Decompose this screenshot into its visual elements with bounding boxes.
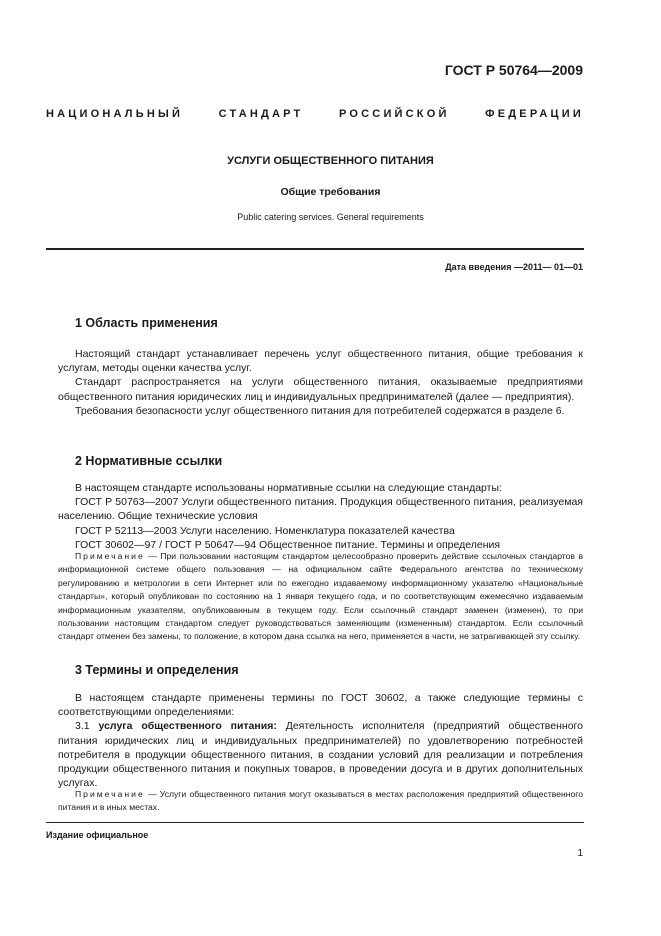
national-standard-word: НАЦИОНАЛЬНЫЙ [46, 108, 184, 120]
term-definition [58, 719, 583, 790]
note-label: Примечание [75, 551, 145, 561]
section-3-heading: 3 Термины и определения [75, 663, 239, 677]
section-1-heading: 1 Область применения [75, 316, 218, 330]
term-text: Деятельность исполнителя (предприятий общественного питания юридических лиц и индивидуальных предпринимателей) по удовлетворению потребностей потребителя в продукции общественного питания, в создании условий для реализации и потребления продукции общественного питания и покупных товаров, в проведении досуга и в других дополнительных услугах. [58, 720, 583, 790]
introduction-date: Дата введения —2011— 01—01 [445, 262, 583, 272]
note-paragraph [58, 788, 583, 815]
section-2-note [58, 550, 583, 644]
note-paragraph [58, 550, 583, 644]
paragraph: Стандарт распространяется на услуги общественного питания, оказываемые предприятиями общественного питания юридических лиц и индивидуальных предпринимателей (далее — предприятия). [58, 376, 583, 403]
note-text: — Услуги общественного питания могут оказываться в местах расположения предприятий общественного питания и в иных местах. [58, 789, 583, 813]
footer-divider [46, 822, 584, 823]
section-2-body [58, 481, 583, 552]
document-subtitle: Общие требования [280, 186, 381, 198]
section-1-body [58, 347, 583, 418]
term-number: 3.1 [75, 720, 90, 733]
national-standard-line [46, 108, 584, 120]
term-name: услуга общественного питания: [98, 720, 277, 733]
reference-item: ГОСТ Р 52113—2003 Услуги населению. Номенклатура показателей качества [75, 524, 455, 537]
document-title: УСЛУГИ ОБЩЕСТВЕННОГО ПИТАНИЯ [227, 155, 434, 167]
paragraph: В настоящем стандарте использованы нормативные ссылки на следующие стандарты: [75, 482, 502, 494]
section-2-heading: 2 Нормативные ссылки [75, 454, 223, 468]
edition-label: Издание официальное [46, 830, 149, 840]
reference-item: ГОСТ 30602—97 / ГОСТ Р 50647—94 Общественное питание. Термины и определения [75, 538, 501, 551]
section-3-body [58, 691, 583, 790]
document-number: ГОСТ Р 50764—2009 [444, 62, 583, 78]
title-divider [46, 248, 584, 250]
reference-item: ГОСТ Р 50763—2007 Услуги общественного питания. Продукция общественного питания, реализуемая населению. Общие технические условия [58, 496, 583, 523]
paragraph: Требования безопасности услуг общественного питания для потребителей содержатся в разделе 6. [75, 404, 565, 417]
national-standard-word: СТАНДАРТ [218, 108, 304, 120]
english-title: Public catering services. General requirements [237, 212, 424, 222]
note-text: — При пользовании настоящим стандартом целесообразно проверить действие ссылочных стандартов в информационной системе общего пользования — на официальном сайте Федерального агентства по техническому регулированию и метрологии в сети Интернет или по ежегодно издаваемому информационному указателю «Национальные стандарты», который опубликован по состоянию на 1 января текущего года, и по соответствующим ежемесячно издаваемым информационным указателям, опубликованным в текущем году. Если ссылочный стандарт заменен (изменен), то при пользовании настоящим стандартом следует руководствоваться заменяющим (измененным) стандартом. Если ссылочный стандарт отменен без замены, то положение, в котором дана ссылка на него, применяется в части, не затрагивающей эту ссылку. [58, 551, 584, 642]
section-3-note [58, 788, 583, 815]
paragraph: Настоящий стандарт устанавливает перечень услуг общественного питания, общие требования к услугам, методы оценки качества услуг. [58, 348, 583, 375]
page-number: 1 [577, 848, 583, 859]
national-standard-word: РОССИЙСКОЙ [339, 108, 450, 120]
national-standard-word: ФЕДЕРАЦИИ [485, 108, 584, 120]
note-label: Примечание [75, 789, 145, 799]
paragraph: В настоящем стандарте применены термины по ГОСТ 30602, а также следующие термины с соответствующими определениями: [58, 692, 583, 719]
